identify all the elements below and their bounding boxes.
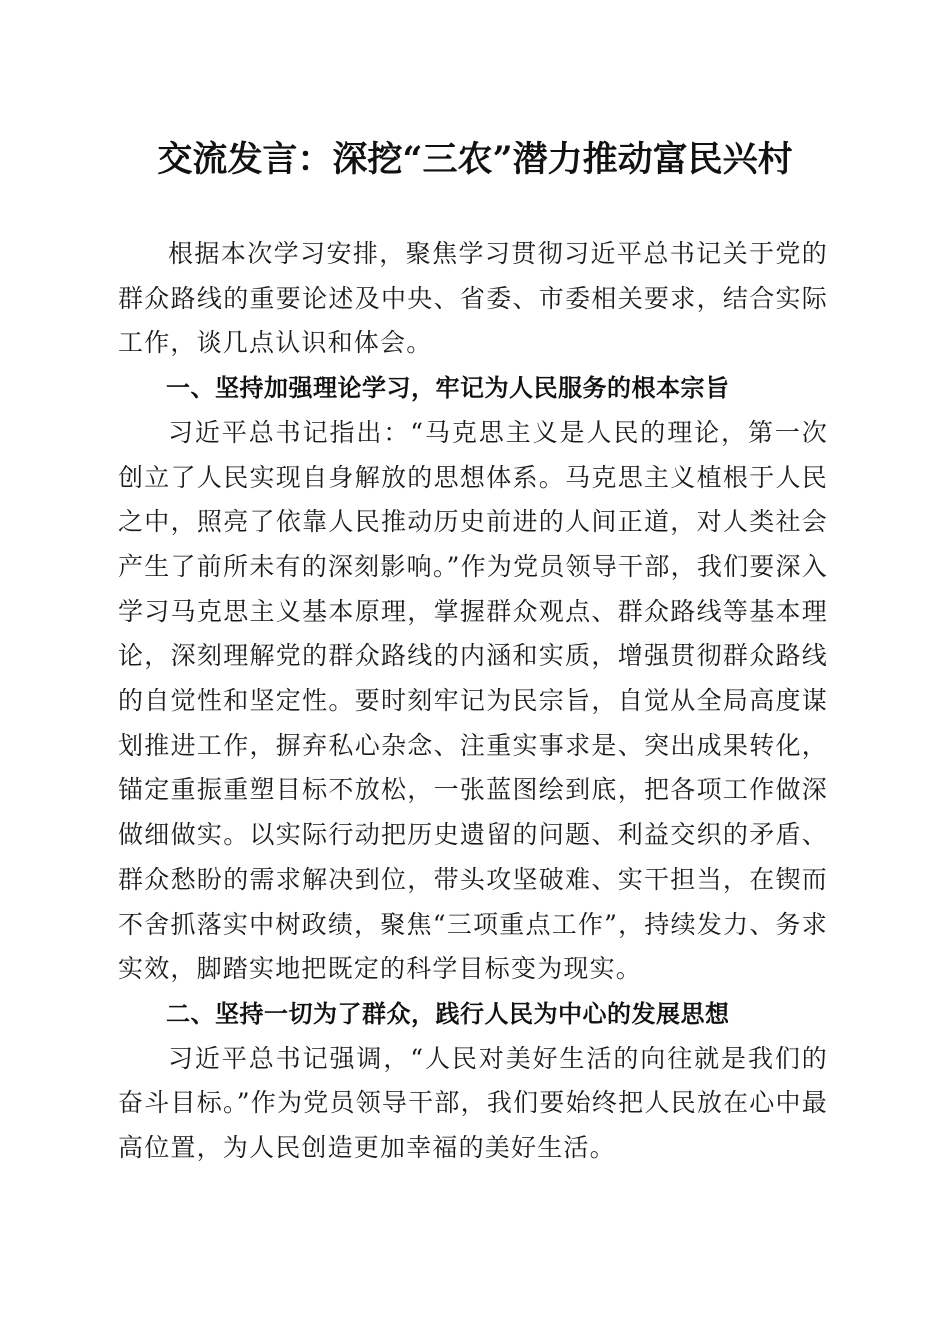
intro-paragraph: 根据本次学习安排，聚焦学习贯彻习近平总书记关于党的群众路线的重要论述及中央、省委、市委相关要求，结合实际工作，谈几点认识和体会。 <box>118 239 828 358</box>
document-title: 交流发言：深挖“三农”潜力推动富民兴村 <box>157 139 793 180</box>
document-body <box>118 232 828 1171</box>
section-2-paragraph: 习近平总书记强调，“人民对美好生活的向往就是我们的奋斗目标。”作为党员领导干部，我们要始终把人民放在心中最高位置，为人民创造更加幸福的美好生活。 <box>118 1043 828 1163</box>
section-1-heading: 一、坚持加强理论学习，牢记为人民服务的根本宗旨 <box>166 374 730 403</box>
section-2-heading: 二、坚持一切为了群众，践行人民为中心的发展思想 <box>166 999 730 1028</box>
section-1-paragraph: 习近平总书记指出：“马克思主义是人民的理论，第一次创立了人民实现自身解放的思想体系。马克思主义植根于人民之中，照亮了依靠人民推动历史前进的人间正道，对人类社会产生了前所未有的深刻影响。”作为党员领导干部，我们要深入学习马克思主义基本原理，掌握群众观点、群众路线等基本理论，深刻理解党的群众路线的内涵和实质，增强贯彻群众路线的自觉性和坚定性。要时刻牢记为民宗旨，自觉从全局高度谋划推进工作，摒弃私心杂念、注重实事求是、突出成果转化，锚定重振重塑目标不放松，一张蓝图绘到底，把各项工作做深做细做实。以实际行动把历史遗留的问题、利益交织的矛盾、群众愁盼的需求解决到位，带头攻坚破难、实干担当，在锲而不舍抓落实中树政绩，聚焦“三项重点工作”，持续发力、务求实效，脚踏实地把既定的科学目标变为现实。 <box>118 417 828 984</box>
